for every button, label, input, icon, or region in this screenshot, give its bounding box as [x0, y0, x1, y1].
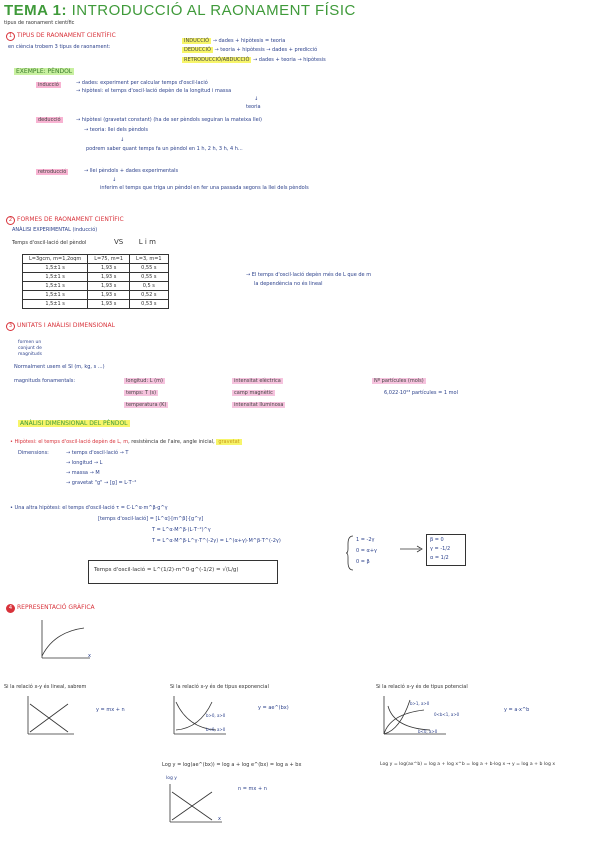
- retroduccio-label: [36, 169, 68, 175]
- induccio-line-2: → hipòtesi: el temps d'oscil·lació depèn de la longitud i massa: [76, 88, 232, 94]
- retroduccio-arrow: ↓: [112, 177, 117, 183]
- section3-small-3: magnituds: [18, 352, 42, 357]
- mag-lluminosa: [232, 402, 285, 408]
- section3-si: Normalment usem el SI (m, kg, s ...): [14, 364, 105, 370]
- type-deduccio: [182, 47, 317, 53]
- type-retroduccio-desc: → dades + teoria → hipòtesis: [253, 57, 326, 63]
- type-deduccio-label: DEDUCCIÓ: [184, 47, 211, 53]
- table-cell: 0,55 s: [130, 264, 169, 273]
- log-equation: n = mx + n: [238, 786, 267, 792]
- case2-equation: y = ae^(bx): [258, 705, 289, 711]
- section3-small-1: formen un: [18, 340, 42, 345]
- section2-line1: ANÀLISI EXPERIMENTAL (inducció): [12, 227, 98, 233]
- mag-avogadro: 6,022·10²³ partícules = 1 mol: [384, 390, 458, 396]
- mag-temps: [124, 390, 158, 396]
- table-cell: 1,5±1 s: [23, 264, 88, 273]
- case3-label-1: b>1, a>0: [410, 701, 430, 706]
- equation-1: [temps d'oscil·lació] = [L^α]·[m^β]·[g^γ]: [98, 516, 204, 522]
- section5-title: REPRESENTACIÓ GRÀFICA: [17, 604, 95, 611]
- section1-intro: en ciència trobem 3 tipus de raonament:: [8, 44, 111, 50]
- dims-label: Dimensions:: [18, 450, 49, 456]
- system-eq-1: 1 = -2γ: [356, 537, 375, 543]
- section1-title: TIPUS DE RAONAMENT CIENTÍFIC: [17, 32, 116, 39]
- section3-heading: [6, 322, 115, 331]
- log-axis-label: log y: [166, 776, 177, 781]
- log-linear-graph: [166, 782, 226, 826]
- induccio-line-1: → dades: experiment per calcular temps d'oscil·lació: [76, 80, 208, 86]
- example-heading: [14, 68, 74, 75]
- hypothesis-1-vars: L, m: [117, 439, 129, 445]
- table-cell: 1,93 s: [88, 264, 130, 273]
- section2-line2-text: Temps d'oscil·lació del pèndol: [12, 240, 87, 246]
- section3-small-2: conjunt de: [18, 346, 42, 351]
- type-retroduccio: [182, 57, 326, 63]
- hypothesis-1: [10, 439, 242, 445]
- generic-curve-graph: [38, 618, 94, 662]
- linear-graph: [24, 694, 78, 738]
- table-cell: 0,53 s: [130, 300, 169, 309]
- section5-heading: [6, 604, 95, 613]
- deduccio-arrow: ↓: [120, 137, 125, 143]
- log-line-1: Log y = log(ae^(bx)) = log a + log e^(bx) = log a + bx: [162, 762, 302, 768]
- section4-heading: [18, 420, 130, 427]
- type-induccio-label: INDUCCIÓ: [184, 38, 210, 44]
- table-header: L=3, m=1: [130, 255, 169, 264]
- hypothesis-1-g: gravetat: [218, 439, 240, 445]
- table-row: [23, 264, 169, 273]
- table-header: L=3gcm, m=1,2oqm: [23, 255, 88, 264]
- dim-gravetat: → gravetat "g" → [g] = L·T⁻²: [66, 480, 137, 486]
- mag-longitud: [124, 378, 165, 384]
- table-cell: 1,5±1 s: [23, 282, 88, 291]
- mag-intensitat-text: intensitat elèctrica: [234, 378, 281, 384]
- dim-temps: → temps d'oscil·lació → T: [66, 450, 129, 456]
- log-line-2: Log y = log(ax^b) = log a + log x^b = log a + b·log x → y = log a + b log x: [380, 762, 556, 767]
- case2-label-1: b>0, a>0: [206, 713, 226, 718]
- table-cell: 0,52 s: [130, 291, 169, 300]
- case1-title: Si la relació x-y és lineal, sabrem: [4, 684, 87, 690]
- mag-lluminosa-text: intensitat lluminosa: [234, 402, 284, 408]
- case3-equation: y = a·x^b: [504, 707, 530, 713]
- magnitudes-label: magnituds fonamentals:: [14, 378, 76, 384]
- section2-conclusion-1: → El temps d'oscil·lació depèn més de L que de m: [246, 272, 372, 278]
- table-cell: 0,55 s: [130, 273, 169, 282]
- type-induccio-desc: → dades + hipòtesis = teoria: [212, 38, 286, 44]
- mag-temperatura-text: temperatura (K): [126, 402, 167, 408]
- table-row: [23, 291, 169, 300]
- section2-vs-vars: L i m: [138, 238, 156, 246]
- induccio-arrow: ↓: [254, 96, 259, 102]
- hypothesis-1-mid: , resistència de l'aire, angle inicial,: [128, 439, 217, 445]
- mag-temperatura: [124, 402, 168, 408]
- section2-line2: [12, 238, 156, 246]
- page-subtitle: tipus de raonament científic: [4, 20, 75, 26]
- mag-particules-text: Nº partícules (mols): [374, 378, 424, 384]
- case3-label-3: b<0, a>0: [418, 729, 438, 734]
- deduccio-line-2: → teoria: llei dels pèndols: [84, 127, 148, 133]
- hypothesis-2: • Una altra hipòtesi: el temps d'oscil·lació τ = C·L^α·m^β·g^γ: [10, 505, 168, 511]
- section2-vs: VS: [113, 238, 124, 246]
- induccio-teoria: teoria: [246, 104, 261, 110]
- deduccio-line-1: → hipòtesi (gravetat constant) (ha de ser pèndols seguiran la mateixa llei): [76, 117, 262, 123]
- section2-conclusion-2: la dependència no és lineal: [254, 281, 323, 287]
- table-header: L=75, m=1: [88, 255, 130, 264]
- mag-intensitat: [232, 378, 283, 384]
- section3-number: 3: [6, 322, 15, 331]
- table-row: [23, 273, 169, 282]
- table-cell: 1,5±1 s: [23, 273, 88, 282]
- section5-number: 4: [6, 604, 15, 613]
- deduccio-label: [36, 117, 63, 123]
- solution-alpha: α = 1/2: [430, 555, 449, 561]
- mag-longitud-text: longitud: L (m): [126, 378, 163, 384]
- system-eq-2: 0 = α+γ: [356, 548, 377, 554]
- retroduccio-label-text: retroducció: [38, 169, 67, 175]
- type-induccio: [182, 38, 285, 44]
- equation-2: T = L^α·M^β·(L·T⁻²)^γ: [152, 527, 211, 533]
- table-cell: 1,93 s: [88, 291, 130, 300]
- table-cell: 0,5 s: [130, 282, 169, 291]
- system-brace: [346, 535, 354, 571]
- retroduccio-line-1: → llei pèndols + dades experimentals: [84, 168, 179, 174]
- case3-label-2: 0<b<1, a>0: [434, 712, 460, 717]
- section4-title: ANÀLISI DIMENSIONAL DEL PÈNDOL: [20, 420, 128, 427]
- induccio-label: [36, 82, 61, 88]
- case2-title: Si la relació x-y és de tipus exponencial: [170, 684, 269, 690]
- section2-number: 2: [6, 216, 15, 225]
- title-text: INTRODUCCIÓ AL RAONAMENT FÍSIC: [66, 2, 356, 19]
- type-deduccio-desc: → teoria + hipòtesis → dades + predicció: [214, 47, 318, 53]
- dim-longitud: → longitud → L: [66, 460, 103, 466]
- section3-title: UNITATS I ANÀLISI DIMENSIONAL: [17, 322, 115, 329]
- generic-axis-x: x: [88, 653, 91, 659]
- induccio-label-text: inducció: [38, 82, 59, 88]
- dim-massa: → massa → M: [66, 470, 100, 476]
- section1-heading: [6, 32, 116, 41]
- deduccio-label-text: deducció: [38, 117, 61, 123]
- table-header-row: [23, 255, 169, 264]
- case2-label-2: b<0, a>0: [206, 727, 226, 732]
- solution-gamma: γ = -1/2: [430, 546, 451, 552]
- equation-3: T = L^α·M^β·L^γ·T^(-2γ) = L^(α+γ)·M^β·T^(-2γ): [152, 538, 281, 544]
- page-title: [4, 2, 356, 19]
- log-axis-x: x: [218, 816, 221, 822]
- table-row: [23, 300, 169, 309]
- table-cell: 1,93 s: [88, 300, 130, 309]
- type-retroduccio-label: RETRODUCCIÓ/ABDUCCIÓ: [184, 57, 250, 63]
- mag-temps-text: temps: T (s): [126, 390, 157, 396]
- section1-number: 1: [6, 32, 15, 41]
- section2-title: FORMES DE RAONAMENT CIENTÍFIC: [17, 216, 124, 223]
- table-cell: 1,93 s: [88, 282, 130, 291]
- deduccio-line-3: podrem saber quant temps fa un pèndol en 1 h, 2 h, 3 h, 4 h...: [86, 146, 243, 152]
- table-cell: 1,5±1 s: [23, 291, 88, 300]
- pendulum-table: [22, 254, 169, 309]
- hypothesis-1-prefix: • Hipòtesi: el temps d'oscil·lació depèn de: [10, 439, 118, 445]
- table-cell: 1,93 s: [88, 273, 130, 282]
- mag-camp: [232, 390, 275, 396]
- title-number: TEMA 1:: [4, 2, 67, 19]
- section2-heading: [6, 216, 124, 225]
- solution-beta: β = 0: [430, 537, 444, 543]
- case3-title: Si la relació x-y és de tipus potencial: [376, 684, 468, 690]
- table-cell: 1,5±1 s: [23, 300, 88, 309]
- mag-particules: [372, 378, 426, 384]
- retroduccio-line-2: inferim el temps que triga un pèndol en fer una passada segons la llei dels pèndols: [100, 185, 309, 191]
- arrow-icon: [400, 546, 424, 552]
- mag-camp-text: camp magnètic: [234, 390, 273, 396]
- result-formula: Temps d'oscil·lació = L^(1/2)·m^0·g^(-1/2) = √(L/g): [94, 567, 239, 573]
- case1-equation: y = mx + n: [96, 707, 125, 713]
- system-eq-3: 0 = β: [356, 559, 370, 565]
- table-row: [23, 282, 169, 291]
- example-heading-text: EXEMPLE: PÈNDOL: [16, 68, 73, 75]
